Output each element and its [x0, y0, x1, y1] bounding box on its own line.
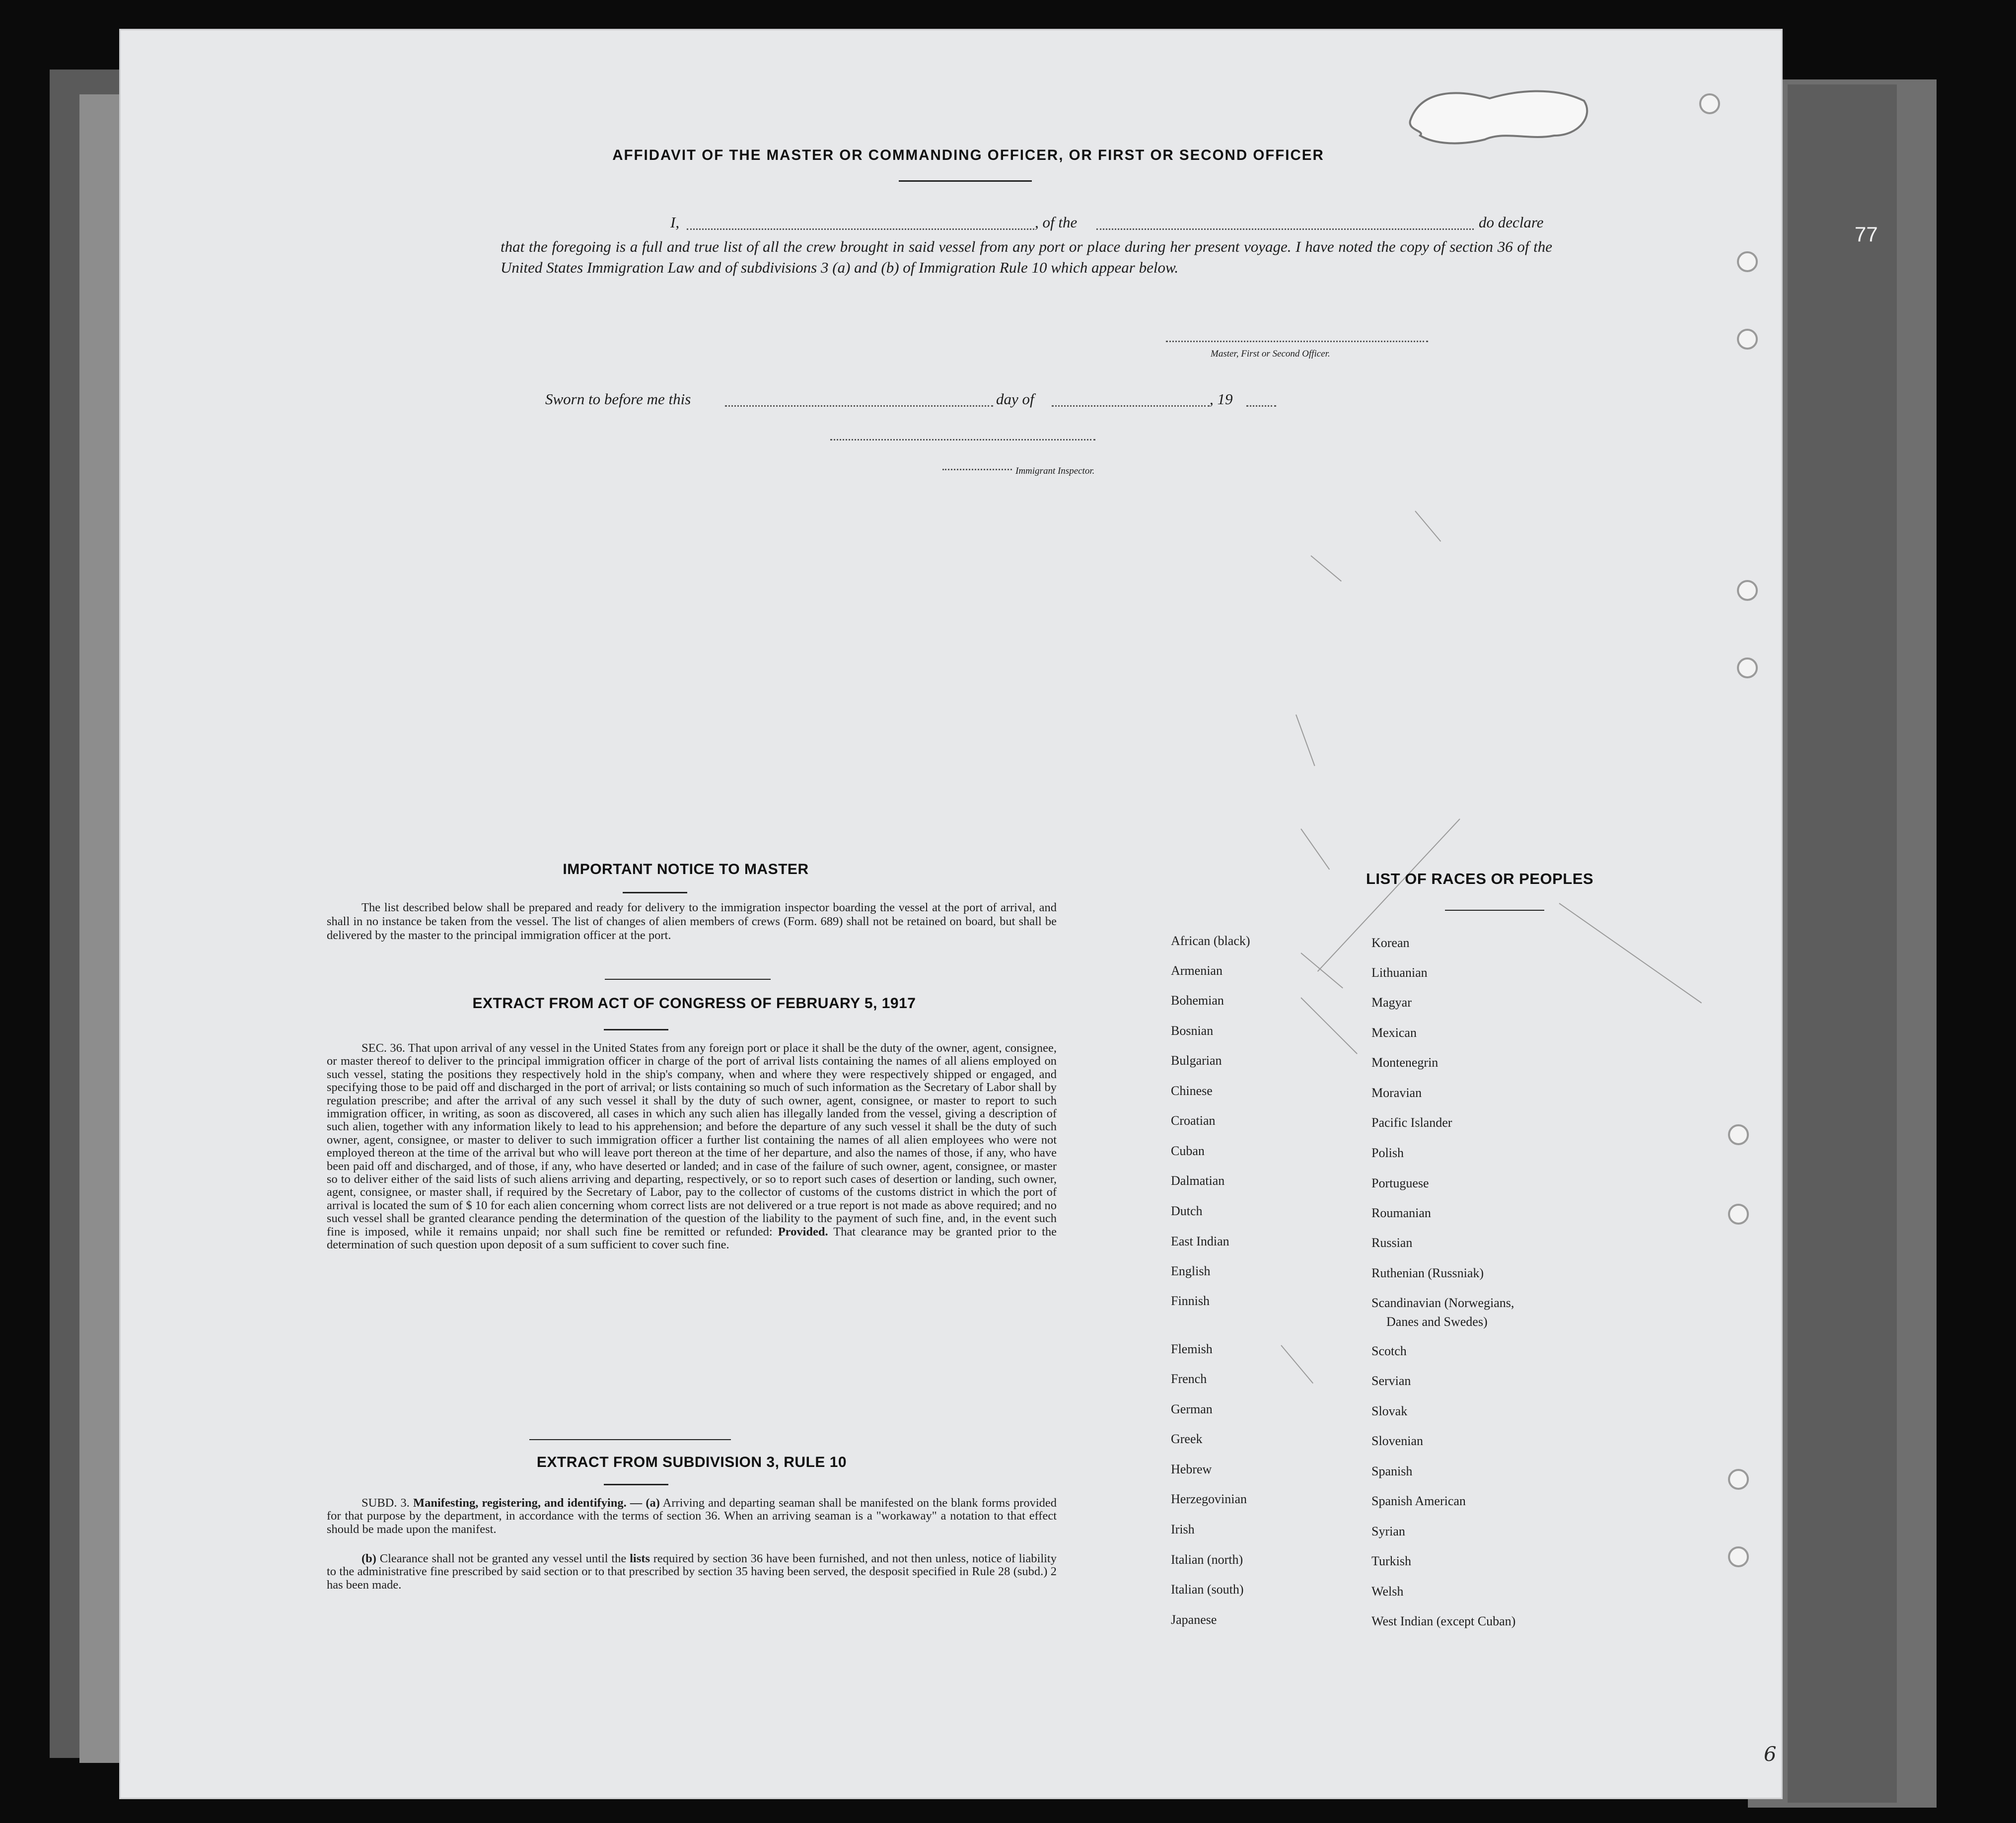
race-item: Herzegovinian [1171, 1492, 1247, 1506]
race-item: Mexican [1371, 1025, 1417, 1040]
race-item: Magyar [1371, 995, 1412, 1010]
race-item: Bulgarian [1171, 1053, 1222, 1068]
signature-caption: Master, First or Second Officer. [1211, 349, 1330, 359]
paper-tape-mark-icon [1390, 81, 1599, 155]
race-item: Cuban [1171, 1144, 1205, 1158]
pencil-tick-icon [1300, 952, 1343, 988]
race-item: Ruthenian (Russniak) [1371, 1266, 1484, 1280]
affidavit-body: that the foregoing is a full and true list of all the crew brought in said vessel from any port or place during her present voyage. I have noted the copy of section 36 of the United States Immigration Law and of subdivisions 3 (a) and (b) of Immigration Rule 10 which appear below. [501, 238, 1552, 276]
title-rule [899, 180, 1032, 182]
act-text [327, 1042, 1057, 1252]
subd-label: SUBD. 3. [361, 1496, 410, 1510]
race-item: Japanese [1171, 1612, 1217, 1627]
race-item: Turkish [1371, 1554, 1411, 1568]
race-item: Irish [1171, 1522, 1195, 1536]
race-item: Spanish American [1371, 1494, 1466, 1508]
sworn-line [545, 390, 1439, 415]
notice-rule [623, 892, 687, 893]
subd-b-lists: lists [630, 1552, 650, 1565]
inspector-signature-field[interactable] [830, 439, 1095, 440]
race-item: Welsh [1371, 1584, 1404, 1599]
punch-hole-icon [1737, 329, 1758, 350]
inspector-dots [942, 469, 1012, 470]
rule10-rule [604, 1484, 668, 1485]
race-item: Lithuanian [1371, 965, 1428, 980]
race-item: Pacific Islander [1371, 1115, 1452, 1130]
underlying-page-shadow [1788, 84, 1897, 1803]
race-item: Moravian [1371, 1086, 1422, 1100]
sworn-prefix-label: Sworn to before me this [545, 390, 691, 408]
inspector-caption: Immigrant Inspector. [1015, 466, 1095, 476]
race-item: Montenegrin [1371, 1055, 1439, 1070]
pencil-tick-icon [1415, 510, 1441, 542]
race-item: Finnish [1171, 1294, 1210, 1308]
pencil-tick-icon [1300, 828, 1330, 870]
race-item: Russian [1371, 1236, 1413, 1250]
sworn-day-field[interactable] [725, 405, 993, 407]
race-item: Slovenian [1371, 1434, 1423, 1448]
punch-hole-icon [1737, 580, 1758, 601]
subd-title: Manifesting, registering, and identifying. [413, 1496, 627, 1510]
corner-mark: 6 [1764, 1743, 1777, 1766]
race-item: Hebrew [1171, 1462, 1212, 1476]
race-item: Danes and Swedes) [1386, 1314, 1488, 1329]
page-number: 77 [1855, 222, 1878, 246]
punch-hole-icon [1728, 1546, 1749, 1567]
punch-hole-icon [1728, 1124, 1749, 1145]
pencil-tick-icon [1310, 555, 1342, 582]
race-item: Bohemian [1171, 993, 1224, 1008]
notice-text: The list described below shall be prepared and ready for delivery to the immigration inspector boarding the vessel at the port of arrival, and shall in no instance be taken from the vessel. The list of changes of alien members of crews (Form. 689) shall not be retained on board, but shall be delivered by the master to the principal immigration officer at the port. [327, 901, 1057, 942]
race-item: Korean [1371, 936, 1410, 950]
punch-hole-icon [1728, 1204, 1749, 1225]
rule10-subd3-a [327, 1497, 1057, 1536]
pencil-stroke-icon [1296, 715, 1315, 766]
punch-hole-icon [1699, 93, 1720, 114]
affidavit-i-label: I, [670, 214, 680, 231]
act-body: SEC. 36. That upon arrival of any vessel in the United States from any foreign port or place it shall be the duty of the owner, agent, consignee, or master thereof to deliver to the principal immigration officer in charge of the port of arrival lists containing the names of all aliens employed on such vessel, stating the positions they respectively hold in the ship's company, when and where they were respectively shipped or engaged, and specifying those to be paid off and discharged in the port of arrival; or lists containing so much of such information as the Secretary of Labor shall by regulation prescribe; and after the arrival of any such vessel it shall by the duty of such owner, agent, consignee, or master to report to such immigration officer, in writing, as soon as discovered, all cases in which any such alien has illegally landed from the vessel, giving a description of such alien, together with any information likely to lead to his apprehension; and before the departure of any such vessel it shall be the duty of such owner, agent, consignee, or master to deliver to such immigration officer a further list containing the names of all alien employees who were not employed thereon at the time of the arrival but who will leave port thereon at the time of her departure, and also the names of those, if any, who have been paid off and discharged, and of those, if any, who have deserted or landed; and in case of the failure of such owner, agent, consignee, or master so to deliver either of the said lists of such aliens arriving and departing, respectively, or so to report such cases of desertion or landing, such owner, agent, consignee, or master shall, if required by the Secretary of Labor, pay to the collector of customs of the customs district in which the port of arrival is located the sum of $ 10 for each alien concerning whom correct lists are not delivered or a true report is not made as above required; and no such vessel shall be granted clearance pending the determination of the question of the liability to the payment of such fine, and, in the event such fine is imposed, while it remains unpaid; nor shall such fine be remitted or refunded: [327, 1041, 1057, 1239]
race-item: Italian (south) [1171, 1582, 1244, 1597]
rule10-heading: EXTRACT FROM SUBDIVISION 3, RULE 10 [536, 1454, 847, 1470]
pencil-tick-icon [1300, 997, 1358, 1054]
manifest-sheet [119, 29, 1783, 1799]
race-item: Scotch [1371, 1344, 1407, 1358]
name-field[interactable] [687, 228, 1034, 230]
vessel-field[interactable] [1096, 228, 1474, 230]
sworn-year-field[interactable] [1246, 405, 1276, 407]
affidavit-declare-label: do declare [1479, 214, 1544, 231]
race-item: Chinese [1171, 1084, 1213, 1098]
punch-hole-icon [1737, 657, 1758, 678]
subd-b-text: Clearance shall not be granted any vessel until the [379, 1552, 627, 1565]
race-item: Bosnian [1171, 1023, 1214, 1038]
race-item: Scandinavian (Norwegians, [1371, 1296, 1514, 1310]
race-item: Polish [1371, 1146, 1404, 1160]
act-heading: EXTRACT FROM ACT OF CONGRESS OF FEBRUARY 5, 1917 [472, 995, 916, 1012]
race-item: French [1171, 1372, 1207, 1386]
race-item: Servian [1371, 1374, 1411, 1388]
race-item: Roumanian [1371, 1206, 1431, 1220]
race-item: West Indian (except Cuban) [1371, 1614, 1516, 1628]
act-body-end: That clearance may be granted prior to the determination of such question upon deposit of a sum sufficient to cover such fine. [327, 1225, 1057, 1252]
race-item: German [1171, 1402, 1213, 1416]
affidavit-of-label: , of the [1035, 214, 1078, 231]
race-item: East Indian [1171, 1234, 1229, 1248]
race-item: Dutch [1171, 1204, 1203, 1218]
race-item: Syrian [1371, 1524, 1405, 1538]
subd-b-text-end: required by section 36 have been furnished, and not then unless, notice of liability to the administrative fine prescribed by said section or to that prescribed by section 35 having been served, the desposit specified in Rule 28 (subd.) 2 has been made. [327, 1552, 1057, 1592]
notice-separator [605, 979, 771, 980]
pencil-tick-icon [1281, 1345, 1313, 1384]
affidavit-title: AFFIDAVIT OF THE MASTER OR COMMANDING OFFICER, OR FIRST OR SECOND OFFICER [612, 147, 1324, 163]
race-item: Portuguese [1371, 1176, 1429, 1190]
race-item: Croatian [1171, 1113, 1216, 1128]
race-item: Flemish [1171, 1342, 1213, 1356]
signature-field[interactable] [1166, 341, 1428, 342]
subd-a-label: — (a) [630, 1496, 660, 1510]
sworn-year-label: , 19 [1210, 390, 1233, 408]
race-item: English [1171, 1264, 1211, 1278]
notice-heading: IMPORTANT NOTICE TO MASTER [563, 861, 809, 877]
punch-hole-icon [1728, 1469, 1749, 1490]
races-heading: LIST OF RACES OR PEOPLES [1366, 870, 1594, 887]
race-item: Greek [1171, 1432, 1203, 1446]
punch-hole-icon [1737, 251, 1758, 272]
act-separator [529, 1439, 731, 1440]
race-item: Italian (north) [1171, 1552, 1243, 1567]
race-item: Armenian [1171, 963, 1223, 978]
rule10-subd3-b [327, 1552, 1057, 1592]
race-item: Spanish [1371, 1464, 1413, 1478]
act-rule [604, 1029, 668, 1030]
race-item: Slovak [1371, 1404, 1408, 1418]
races-rule [1445, 910, 1544, 911]
sworn-day-label: day of [996, 390, 1034, 408]
race-item: African (black) [1171, 934, 1250, 948]
pencil-stroke-icon [1559, 903, 1702, 1003]
subd-a-text: Arriving and departing seaman shall be manifested on the blank forms provided for that purpose by the department, in accordance with the terms of section 36. When an arriving seaman is a "workaway" a notation to that effect should be made upon the manifest. [327, 1496, 1057, 1536]
subd-b-label: (b) [361, 1552, 376, 1565]
act-provided: Provided. [778, 1225, 828, 1239]
sworn-month-field[interactable] [1052, 405, 1210, 407]
page-stack-edge-inner [79, 94, 124, 1763]
race-item: Dalmatian [1171, 1173, 1225, 1188]
